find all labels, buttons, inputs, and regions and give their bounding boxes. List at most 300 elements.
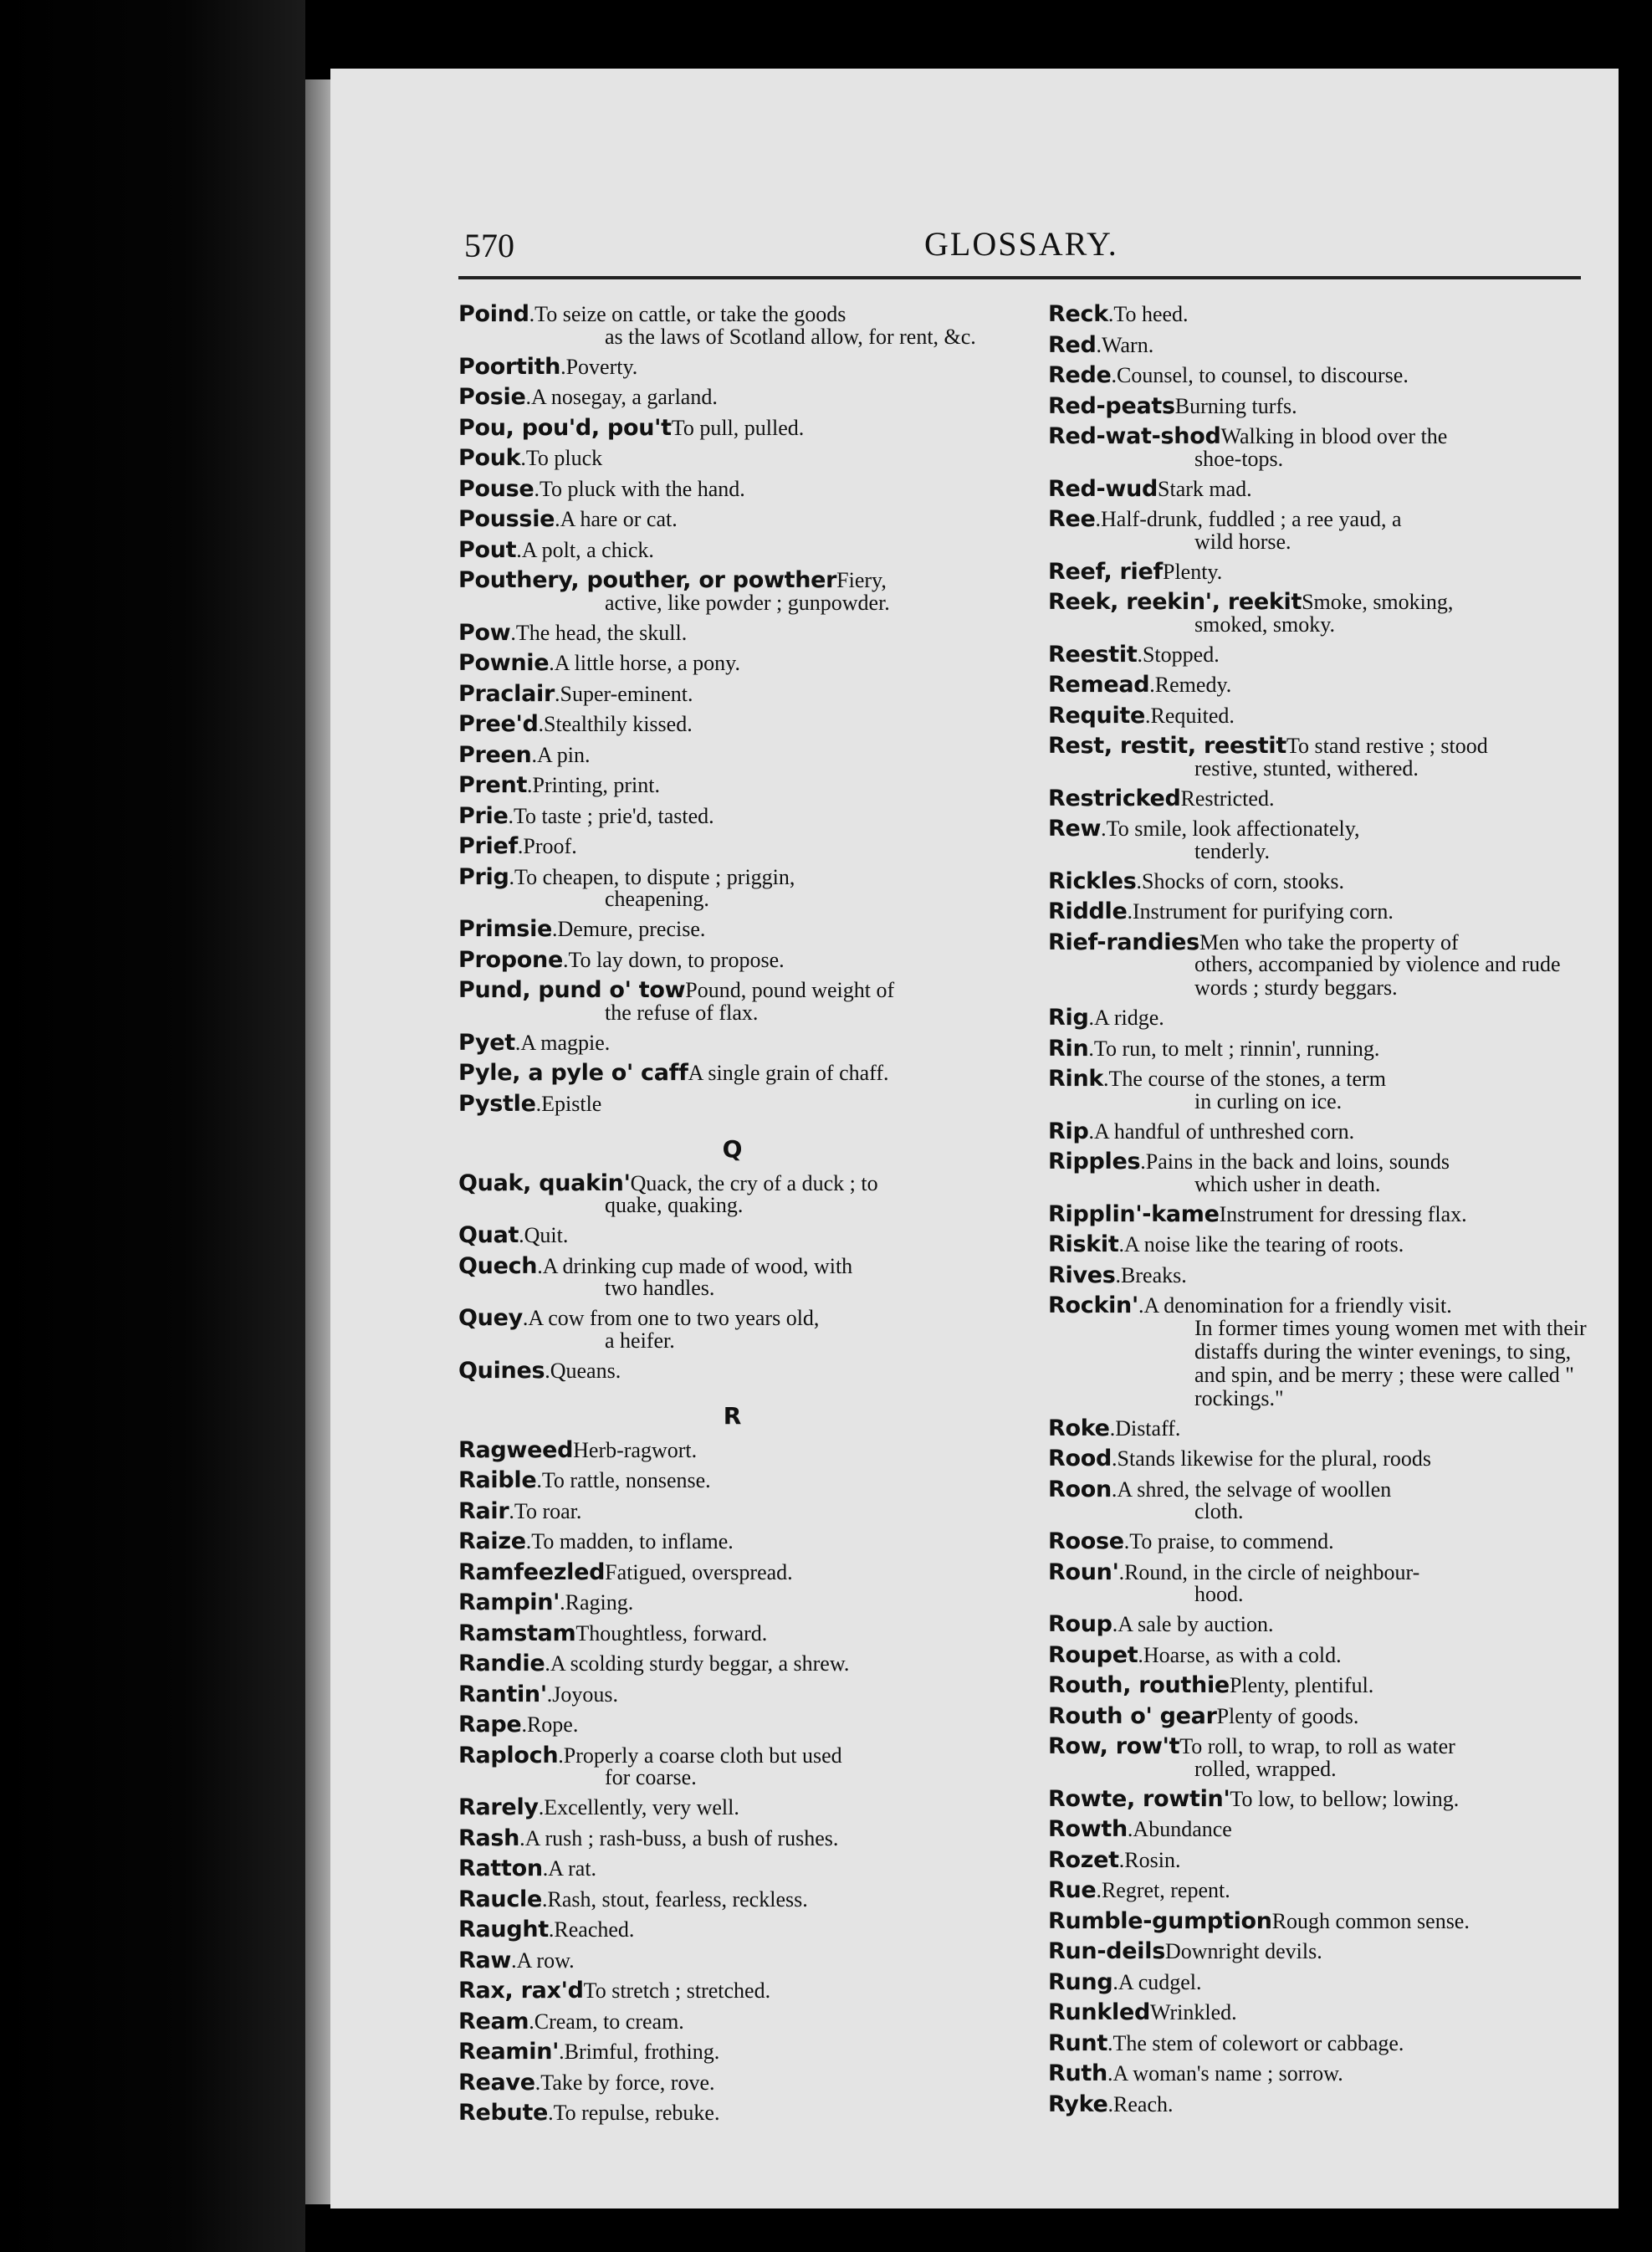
- glossary-entry: [458, 1710, 1006, 1741]
- definition: The stem of colewort or cabbage.: [1112, 2030, 1404, 2055]
- separator: .: [1088, 1118, 1094, 1144]
- headword: Raize: [458, 1528, 526, 1554]
- headword: Red-peats: [1048, 392, 1175, 419]
- definition-continuation: In former times young women met with their distaffs during the winter evenings, to sing, and spin, and be merry ; these were called " rockings.": [1194, 1315, 1587, 1410]
- headword: Red: [1048, 331, 1097, 358]
- separator: .: [521, 1712, 527, 1737]
- headword: Pownie: [458, 650, 550, 676]
- headword: Quak, quakin': [458, 1170, 631, 1196]
- glossary-entry: [458, 2098, 1006, 2129]
- separator: .: [1107, 2030, 1113, 2055]
- headword: Reave: [458, 2069, 535, 2096]
- separator: .: [511, 1947, 517, 1973]
- page-title: GLOSSARY.: [924, 225, 1118, 263]
- headword: Routh, routhie: [1048, 1672, 1230, 1698]
- definition: A noise like the tearing of roots.: [1123, 1232, 1404, 1257]
- headword: Rickles: [1048, 868, 1137, 894]
- headword: Poussie: [458, 506, 555, 532]
- separator: .: [1103, 1067, 1109, 1091]
- headword: Ramfeezled: [458, 1558, 606, 1585]
- definition: A handful of unthreshed corn.: [1093, 1118, 1355, 1144]
- separator: .: [546, 1681, 553, 1707]
- headword: Reek, reekin', reekit: [1048, 589, 1302, 615]
- definition: Stopped.: [1142, 642, 1220, 667]
- definition: To pull, pulled.: [671, 415, 805, 440]
- glossary-entry: [458, 1915, 1006, 1946]
- headword: Pouk: [458, 445, 521, 471]
- headword: Praclair: [458, 680, 555, 707]
- glossary-entry: [458, 413, 1006, 444]
- headword: Prie: [458, 802, 509, 829]
- glossary-entry: [1048, 587, 1592, 637]
- definition: Pound, pound weight of: [685, 978, 895, 1002]
- glossary-entry: [458, 1251, 1006, 1301]
- glossary-entry: [458, 1793, 1006, 1824]
- definition: Super-eminent.: [560, 681, 693, 706]
- definition: To pluck: [525, 446, 603, 470]
- definition-continuation: shoe-tops.: [1194, 446, 1284, 471]
- headword: Pree'd: [458, 711, 539, 737]
- definition: Plenty of goods.: [1216, 1703, 1359, 1728]
- headword: Rair: [458, 1497, 509, 1524]
- definition: The head, the skull.: [515, 620, 688, 645]
- definition: Raging.: [565, 1590, 634, 1615]
- glossary-entry: [1048, 1414, 1592, 1445]
- definition: Remedy.: [1154, 673, 1232, 697]
- separator: .: [1107, 2061, 1113, 2086]
- headword: Roke: [1048, 1415, 1110, 1441]
- definition: To cheapen, to dispute ; priggin,: [514, 864, 795, 889]
- definition: To stretch ; stretched.: [583, 1978, 771, 2003]
- definition: To roar.: [514, 1498, 582, 1523]
- glossary-entry: [1048, 867, 1592, 898]
- section-letter: Q: [722, 1135, 743, 1163]
- glossary-entry: [1048, 1968, 1592, 1999]
- definition-continuation: in curling on ice.: [1194, 1088, 1343, 1113]
- definition-continuation: cloth.: [1194, 1499, 1244, 1523]
- headword: Reestit: [1048, 641, 1138, 668]
- separator: .: [1137, 642, 1143, 667]
- glossary-entry: [1048, 1732, 1592, 1781]
- definition: Brimful, frothing.: [564, 2040, 720, 2064]
- headword: Quech: [458, 1252, 538, 1279]
- glossary-entry: [1048, 1610, 1592, 1640]
- definition: A scolding sturdy beggar, a shrew.: [550, 1651, 850, 1676]
- definition: A rush ; rash-buss, a bush of rushes.: [524, 1825, 839, 1850]
- separator: .: [1112, 1969, 1118, 1994]
- headword: Requite: [1048, 702, 1146, 729]
- headword: Prig: [458, 863, 509, 890]
- headword: Pow: [458, 619, 511, 646]
- headword: Ream: [458, 2008, 529, 2034]
- separator: .: [538, 712, 545, 736]
- glossary-entry: [1048, 701, 1592, 732]
- headword: Pystle: [458, 1090, 536, 1117]
- glossary-entry: [1048, 1558, 1592, 1607]
- glossary-entry: [458, 1058, 1006, 1089]
- definition: Thoughtless, forward.: [575, 1620, 768, 1645]
- separator: .: [1107, 2091, 1114, 2116]
- headword: Ratton: [458, 1855, 543, 1881]
- headword: Ruth: [1048, 2060, 1107, 2086]
- headword: Pou, pou'd, pou't: [458, 414, 672, 441]
- glossary-entry: [458, 299, 1006, 349]
- definition: To madden, to inflame.: [531, 1529, 734, 1553]
- definition-continuation: others, accompanied by violence and rude words ; sturdy beggars.: [1194, 952, 1561, 1000]
- definition: Printing, print.: [532, 773, 660, 797]
- definition-continuation: smoked, smoky.: [1194, 612, 1336, 637]
- glossary-entry: [458, 1946, 1006, 1977]
- glossary-entry: [1048, 504, 1592, 554]
- headword: Quey: [458, 1305, 523, 1331]
- glossary-entry: [458, 1649, 1006, 1680]
- glossary-entry: [458, 352, 1006, 383]
- book-spine-shadow: [0, 0, 305, 2252]
- headword: Raploch: [458, 1742, 559, 1768]
- glossary-entry: [1048, 474, 1592, 505]
- definition: A drinking cup made of wood, with: [542, 1253, 853, 1278]
- glossary-entry: [458, 1089, 1006, 1120]
- glossary-entry: [458, 1824, 1006, 1855]
- headword: Pyle, a pyle o' caff: [458, 1060, 688, 1086]
- separator: .: [527, 773, 533, 797]
- definition: A shred, the selvage of woollen: [1117, 1477, 1392, 1502]
- glossary-entry: [1048, 299, 1592, 330]
- definition: Pains in the back and loins, sounds: [1145, 1149, 1450, 1174]
- glossary-entry: [1048, 1200, 1592, 1231]
- separator: .: [1111, 363, 1118, 387]
- definition: Instrument for purifying corn.: [1132, 899, 1394, 924]
- definition: A denomination for a friendly visit.: [1143, 1293, 1452, 1318]
- definition: A pin.: [536, 742, 591, 767]
- headword: Restricked: [1048, 785, 1181, 811]
- glossary-entry: [458, 1028, 1006, 1059]
- glossary-entry: [1048, 1444, 1592, 1475]
- definition-continuation: rolled, wrapped.: [1194, 1756, 1337, 1781]
- glossary-entry: [458, 1169, 1006, 1218]
- separator: .: [1145, 703, 1151, 728]
- definition: Take by force, rove.: [540, 2070, 715, 2095]
- glossary-entry: [458, 1356, 1006, 1387]
- headword: Pouthery, pouther, or powther: [458, 567, 837, 593]
- definition-continuation: quake, quaking.: [605, 1193, 744, 1217]
- definition: Fiery,: [836, 568, 887, 592]
- separator: .: [1101, 816, 1107, 841]
- headword: Raucle: [458, 1886, 543, 1912]
- definition: Walking in blood over the: [1220, 424, 1448, 448]
- separator: .: [531, 742, 537, 767]
- glossary-entry: [1048, 1845, 1592, 1876]
- separator: .: [510, 620, 516, 645]
- glossary-entry: [458, 1680, 1006, 1711]
- glossary-entry: [458, 1976, 1006, 2007]
- separator: .: [1127, 899, 1133, 924]
- separator: .: [548, 1917, 555, 1942]
- separator: .: [514, 1030, 521, 1055]
- separator: .: [555, 507, 560, 531]
- glossary-entry: [1048, 1261, 1592, 1292]
- glossary-entry: [458, 914, 1006, 945]
- separator: .: [525, 385, 531, 409]
- separator: .: [542, 1886, 548, 1912]
- glossary-entry: [1048, 814, 1592, 863]
- glossary-entry: [1048, 422, 1592, 471]
- glossary-entry: [458, 2068, 1006, 2099]
- separator: .: [560, 1590, 565, 1615]
- headword: Propone: [458, 946, 563, 973]
- headword: Runt: [1048, 2029, 1107, 2056]
- definition: To praise, to commend.: [1129, 1529, 1334, 1553]
- definition: Wrinkled.: [1149, 2000, 1237, 2024]
- glossary-entry: [1048, 2059, 1592, 2090]
- glossary-entry: [1048, 1784, 1592, 1815]
- separator: .: [545, 1651, 550, 1676]
- definition: Demure, precise.: [557, 917, 706, 941]
- definition: Restricted.: [1180, 786, 1275, 811]
- headword: Roupet: [1048, 1641, 1138, 1668]
- glossary-entry: [1048, 2029, 1592, 2060]
- glossary-entry: [1048, 1003, 1592, 1034]
- glossary-entry: [458, 770, 1006, 801]
- definition-continuation: as the laws of Scotland allow, for rent, &c.: [605, 324, 976, 349]
- glossary-entry: [1048, 670, 1592, 701]
- definition: To taste ; prie'd, tasted.: [513, 803, 714, 828]
- glossary-entry: [458, 2007, 1006, 2038]
- separator: .: [534, 2070, 541, 2095]
- headword: Prent: [458, 772, 528, 798]
- headword: Preen: [458, 741, 532, 768]
- definition: Poverty.: [565, 354, 638, 379]
- headword: Run-deils: [1048, 1938, 1165, 1964]
- separator: .: [509, 1498, 514, 1523]
- glossary-entry: [1048, 928, 1592, 1001]
- headword: Runkled: [1048, 1999, 1150, 2025]
- separator: .: [559, 2040, 565, 2064]
- definition: Abundance: [1133, 1817, 1232, 1841]
- separator: .: [1096, 332, 1102, 357]
- definition: Shocks of corn, stooks.: [1142, 868, 1344, 893]
- headword: Rip: [1048, 1118, 1089, 1144]
- glossary-entry: [1048, 731, 1592, 781]
- headword: Rowth: [1048, 1816, 1128, 1842]
- separator: .: [536, 1468, 542, 1492]
- separator: .: [535, 1091, 542, 1116]
- separator: .: [522, 1306, 529, 1330]
- headword: Poind: [458, 301, 529, 327]
- separator: .: [1138, 1293, 1144, 1318]
- headword: Rood: [1048, 1446, 1112, 1471]
- headword: Rest, restit, reestit: [1048, 733, 1286, 759]
- definition: The course of the stones, a term: [1108, 1067, 1386, 1091]
- headword: Raught: [458, 1917, 549, 1942]
- glossary-entry: [1048, 1702, 1592, 1733]
- glossary-entry: [1048, 1230, 1592, 1261]
- definition: To low, to bellow; lowing.: [1230, 1786, 1460, 1811]
- definition: To roll, to wrap, to roll as water: [1179, 1734, 1455, 1758]
- glossary-entry: [458, 679, 1006, 710]
- headword: Rockin': [1048, 1292, 1138, 1318]
- headword: Rig: [1048, 1005, 1089, 1031]
- glossary-entry: [458, 740, 1006, 771]
- glossary-entry: [1048, 1117, 1592, 1148]
- page-number: 570: [464, 227, 514, 264]
- headword: Rief-randies: [1048, 929, 1199, 955]
- separator: .: [552, 917, 558, 941]
- glossary-entry: [1048, 1064, 1592, 1113]
- headword: Poortith: [458, 353, 561, 380]
- separator: .: [562, 947, 569, 972]
- separator: .: [519, 1825, 525, 1850]
- separator: .: [534, 476, 540, 501]
- definition: Half-drunk, fuddled ; a ree yaud, a: [1101, 507, 1402, 531]
- definition: A hare or cat.: [560, 507, 678, 531]
- definition: Queans.: [550, 1358, 621, 1383]
- headword: Quines: [458, 1357, 545, 1384]
- definition: A magpie.: [520, 1030, 611, 1055]
- separator: .: [1118, 1559, 1125, 1584]
- headword: Remead: [1048, 672, 1150, 698]
- definition: A ridge.: [1093, 1006, 1164, 1030]
- separator: .: [1095, 507, 1102, 531]
- separator: .: [1109, 1415, 1116, 1441]
- definition: Plenty.: [1162, 559, 1223, 584]
- headword: Rowte, rowtin': [1048, 1785, 1230, 1812]
- definition-continuation: hood.: [1194, 1582, 1244, 1606]
- glossary-entry: [458, 1854, 1006, 1885]
- definition-continuation: wild horse.: [1194, 529, 1291, 554]
- section-letter: R: [723, 1402, 742, 1430]
- separator: .: [1096, 1878, 1102, 1902]
- definition: A cow from one to two years old,: [528, 1306, 820, 1330]
- separator: .: [558, 1743, 564, 1768]
- separator: .: [549, 651, 555, 675]
- glossary-entry: [458, 443, 1006, 474]
- separator: .: [554, 681, 560, 706]
- definition: Instrument for dressing flax.: [1219, 1201, 1467, 1226]
- glossary-entry: [458, 862, 1006, 912]
- glossary-entry: [458, 1741, 1006, 1790]
- glossary-entry: [458, 1221, 1006, 1251]
- separator: .: [525, 1529, 532, 1553]
- glossary-entry: [1048, 640, 1592, 671]
- headword: Red-wat-shod: [1048, 423, 1221, 449]
- headword: Rew: [1048, 816, 1102, 842]
- glossary-entry: [1048, 1671, 1592, 1702]
- headword: Ripplin'-kame: [1048, 1200, 1220, 1227]
- glossary-entry: [1048, 1147, 1592, 1196]
- definition-continuation: restive, stunted, withered.: [1194, 755, 1419, 781]
- definition: Rough common sense.: [1271, 1908, 1470, 1933]
- glossary-entry: [458, 382, 1006, 413]
- definition: To rattle, nonsense.: [541, 1468, 711, 1492]
- definition: Properly a coarse cloth but used: [563, 1743, 842, 1768]
- separator: .: [1127, 1817, 1133, 1841]
- glossary-entry: [1048, 1814, 1592, 1845]
- separator: .: [1111, 1477, 1118, 1502]
- glossary-entry: [1048, 1640, 1592, 1671]
- headword: Rebute: [458, 2100, 549, 2126]
- glossary-entry: [1048, 1937, 1592, 1968]
- definition: Hoarse, as with a cold.: [1143, 1642, 1342, 1667]
- separator: .: [1118, 1232, 1124, 1257]
- headword: Pout: [458, 536, 517, 563]
- left-column: [458, 299, 1006, 2129]
- glossary-entry: [1048, 1527, 1592, 1558]
- headword: Ree: [1048, 506, 1096, 532]
- definition: Fatigued, overspread.: [605, 1559, 793, 1584]
- definition: Quit.: [524, 1223, 569, 1247]
- separator: .: [508, 803, 514, 828]
- definition: Rosin.: [1124, 1847, 1181, 1872]
- glossary-entry: [1048, 557, 1592, 588]
- headword: Rives: [1048, 1262, 1116, 1288]
- headword: Row, row't: [1048, 1733, 1180, 1759]
- separator: .: [529, 2009, 534, 2034]
- definition: Quack, the cry of a duck ; to: [630, 1170, 878, 1195]
- headword: Rin: [1048, 1035, 1089, 1062]
- glossary-entry: [458, 648, 1006, 679]
- glossary-entry: [1048, 1034, 1592, 1065]
- headword: Rantin': [458, 1681, 547, 1707]
- separator: .: [1140, 1149, 1146, 1174]
- definition: To seize on cattle, or take the goods: [534, 302, 846, 326]
- headword: Rue: [1048, 1877, 1097, 1903]
- definition: Rope.: [526, 1712, 579, 1737]
- separator: .: [538, 1795, 545, 1820]
- headword: Reck: [1048, 301, 1108, 327]
- glossary-entry: [1048, 1876, 1592, 1907]
- header-rule: [458, 276, 1581, 279]
- glossary-entry: [458, 618, 1006, 649]
- definition-continuation: for coarse.: [605, 1765, 697, 1789]
- glossary-entry: [458, 1885, 1006, 1916]
- separator: .: [537, 1253, 543, 1278]
- separator: .: [548, 2101, 554, 2125]
- glossary-entry: [458, 975, 1006, 1025]
- definition: Distaff.: [1115, 1415, 1181, 1441]
- separator: .: [1136, 868, 1143, 893]
- headword: Reamin': [458, 2039, 560, 2065]
- glossary-entry: [458, 945, 1006, 976]
- definition: A sale by auction.: [1118, 1612, 1274, 1636]
- definition: Cream, to cream.: [534, 2009, 684, 2034]
- definition-continuation: active, like powder ; gunpowder.: [605, 590, 890, 615]
- glossary-entry: [1048, 361, 1592, 392]
- definition: Joyous.: [552, 1681, 619, 1707]
- definition: To smile, look affectionately,: [1106, 816, 1360, 841]
- definition: Reach.: [1113, 2091, 1174, 2116]
- separator: .: [1115, 1262, 1122, 1287]
- definition: A rat.: [548, 1856, 597, 1881]
- glossary-entry: [1048, 2090, 1592, 2121]
- definition: Downright devils.: [1164, 1939, 1322, 1963]
- separator: .: [545, 1358, 550, 1383]
- separator: .: [1088, 1006, 1094, 1030]
- headword: Rede: [1048, 362, 1112, 388]
- glossary-entry: [458, 1436, 1006, 1466]
- definition: A woman's name ; sorrow.: [1112, 2061, 1343, 2086]
- definition: Proof.: [523, 834, 577, 858]
- page-edge: [305, 79, 330, 2204]
- definition: A little horse, a pony.: [554, 651, 740, 675]
- separator: .: [1123, 1529, 1130, 1553]
- glossary-entry: [458, 832, 1006, 862]
- definition: A cudgel.: [1118, 1969, 1202, 1994]
- headword: Ramstam: [458, 1620, 576, 1646]
- headword: Rumble-gumption: [1048, 1907, 1272, 1934]
- definition: Epistle: [541, 1091, 602, 1116]
- definition: To stand restive ; stood: [1286, 734, 1488, 758]
